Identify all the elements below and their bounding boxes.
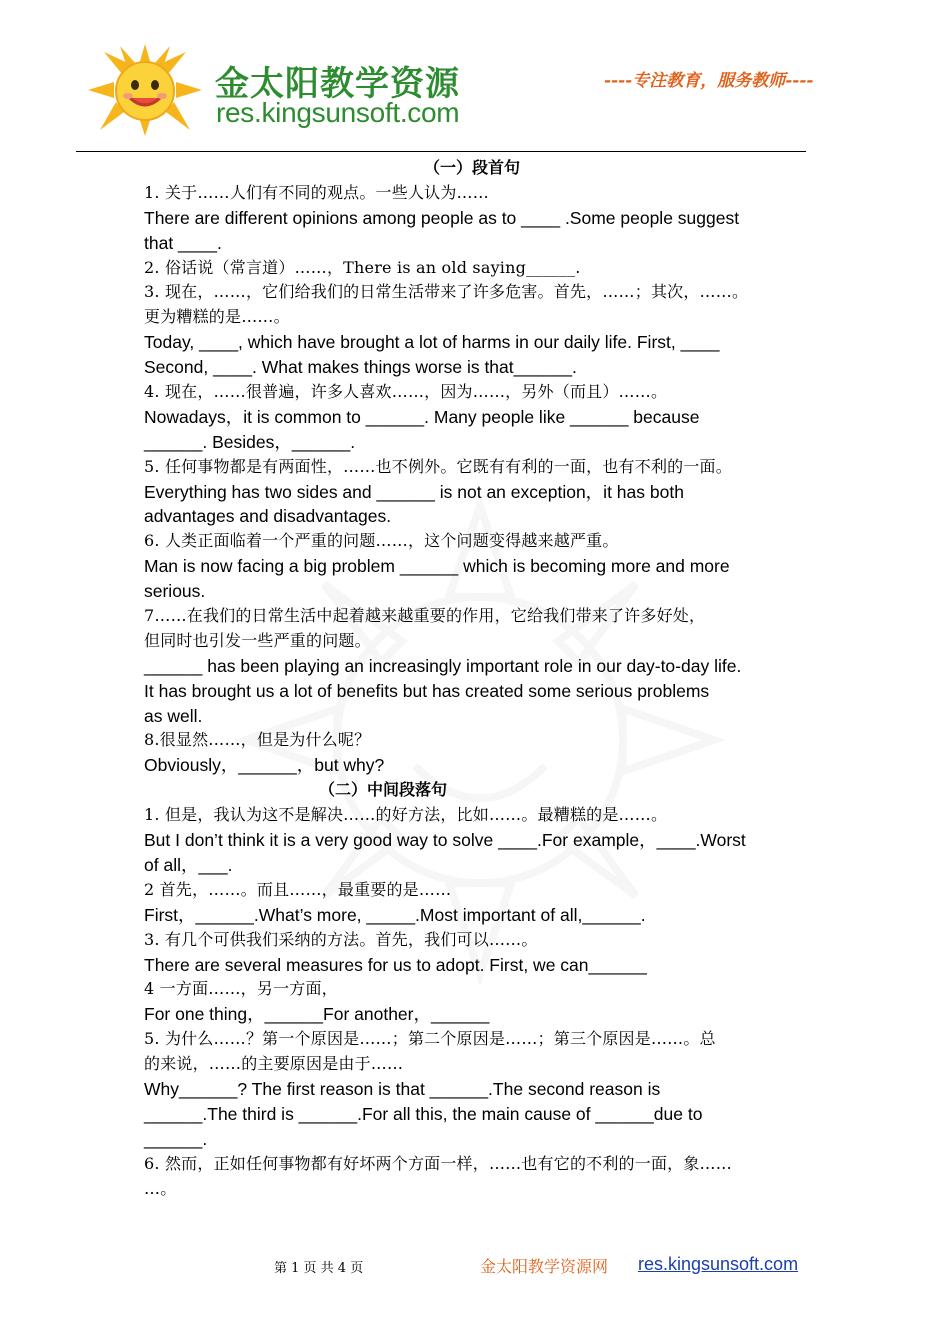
text-line: Why______? The first reason is that ______.The second reason is <box>144 1078 661 1099</box>
text-line: Obviously，______，but why? <box>144 755 385 776</box>
section-opening-sentences <box>144 181 809 778</box>
text-line: ______. <box>144 1128 208 1149</box>
sun-logo-icon <box>86 42 204 138</box>
text-line: For one thing，______For another，______ <box>144 1004 490 1025</box>
text-line: But I don’t think it is a very good way to solve ____.For example，____.Worst <box>144 830 746 851</box>
logo-title: 金太阳教学资源 <box>215 64 460 104</box>
text-line: ______. Besides，______. <box>144 431 356 452</box>
text-line: that ____. <box>144 232 222 253</box>
text-line: serious. <box>144 581 206 602</box>
text-line: Today, ____, which have brought a lot of harms in our daily life. First, ____ <box>144 332 720 353</box>
text-line: 8.很显然……，但是为什么呢？ <box>144 730 371 750</box>
text-line: 5. 为什么……？第一个原因是……；第二个原因是……；第三个原因是……。总 <box>144 1029 716 1049</box>
text-line: 6. 人类正面临着一个严重的问题……，这个问题变得越来越严重。 <box>144 531 619 551</box>
text-line: There are several measures for us to adopt. First, we can______ <box>144 954 647 975</box>
text-line: Nowadays，it is common to ______. Many people like ______ because <box>144 406 700 427</box>
text-line: Man is now facing a big problem ______ which is becoming more and more <box>144 556 730 577</box>
document-body <box>144 156 809 1201</box>
text-line: First，______.What’s more, _____.Most important of all,______. <box>144 904 646 925</box>
text-line: It has brought us a lot of benefits but has created some serious problems <box>144 680 710 701</box>
header-divider <box>76 151 806 152</box>
text-line: 4 一方面……，另一方面， <box>144 979 338 999</box>
text-line: 4. 现在，……很普遍，许多人喜欢……，因为……，另外（而且）……。 <box>144 382 668 402</box>
text-line: 更为糟糕的是……。 <box>144 307 290 327</box>
text-line: 7……在我们的日常生活中起着越来越重要的作用，它给我们带来了许多好处， <box>144 606 706 626</box>
text-line: There are different opinions among people as to ____ .Some people suggest <box>144 207 740 228</box>
footer-site-name: 金太阳教学资源网 <box>480 1257 609 1276</box>
text-line: Everything has two sides and ______ is not an exception，it has both <box>144 481 684 502</box>
text-line: as well. <box>144 705 203 726</box>
text-line: 2. 俗话说（常言道）……，There is an old saying______. <box>144 257 581 277</box>
text-line: 的来说，……的主要原因是由于…… <box>144 1054 404 1074</box>
section-heading-middle: （二）中间段落句 <box>319 780 448 800</box>
text-line: advantages and disadvantages. <box>144 506 392 527</box>
text-line: ______ has been playing an increasingly important role in our day-to-day life. <box>144 655 742 676</box>
text-line: Second, ____. What makes things worse is that______. <box>144 357 577 378</box>
page-footer <box>0 1250 950 1290</box>
text-line: 5. 任何事物都是有两面性，……也不例外。它既有有利的一面，也有不利的一面。 <box>144 456 732 476</box>
section-heading-opening: （一）段首句 <box>424 158 521 177</box>
text-line: 1. 但是，我认为这不是解决……的好方法，比如……。最糟糕的是……。 <box>144 805 668 825</box>
text-line: 1. 关于……人们有不同的观点。一些人认为…… <box>144 182 489 202</box>
text-line: ______.The third is ______.For all this, the main cause of ______due to <box>144 1103 703 1124</box>
header-slogan: ----专注教育，服务教师---- <box>604 71 814 91</box>
text-line: …。 <box>144 1178 177 1198</box>
page-header <box>0 0 950 155</box>
page-number: 第 1 页 共 4 页 <box>274 1261 364 1276</box>
text-line: 2 首先，……。而且……，最重要的是…… <box>144 879 452 899</box>
text-line: 6. 然而，正如任何事物都有好坏两个方面一样，……也有它的不利的一面，象…… <box>144 1153 732 1173</box>
text-line: 3. 现在，……，它们给我们的日常生活带来了许多危害。首先，……；其次，……。 <box>144 282 749 302</box>
footer-site-link[interactable]: res.kingsunsoft.com <box>638 1254 799 1274</box>
section-middle-sentences <box>144 803 809 1201</box>
text-line: 3. 有几个可供我们采纳的方法。首先，我们可以……。 <box>144 929 538 949</box>
text-line: 但同时也引发一些严重的问题。 <box>144 630 371 650</box>
text-line: of all，___. <box>144 854 233 875</box>
logo-url: res.kingsunsoft.com <box>216 97 460 128</box>
